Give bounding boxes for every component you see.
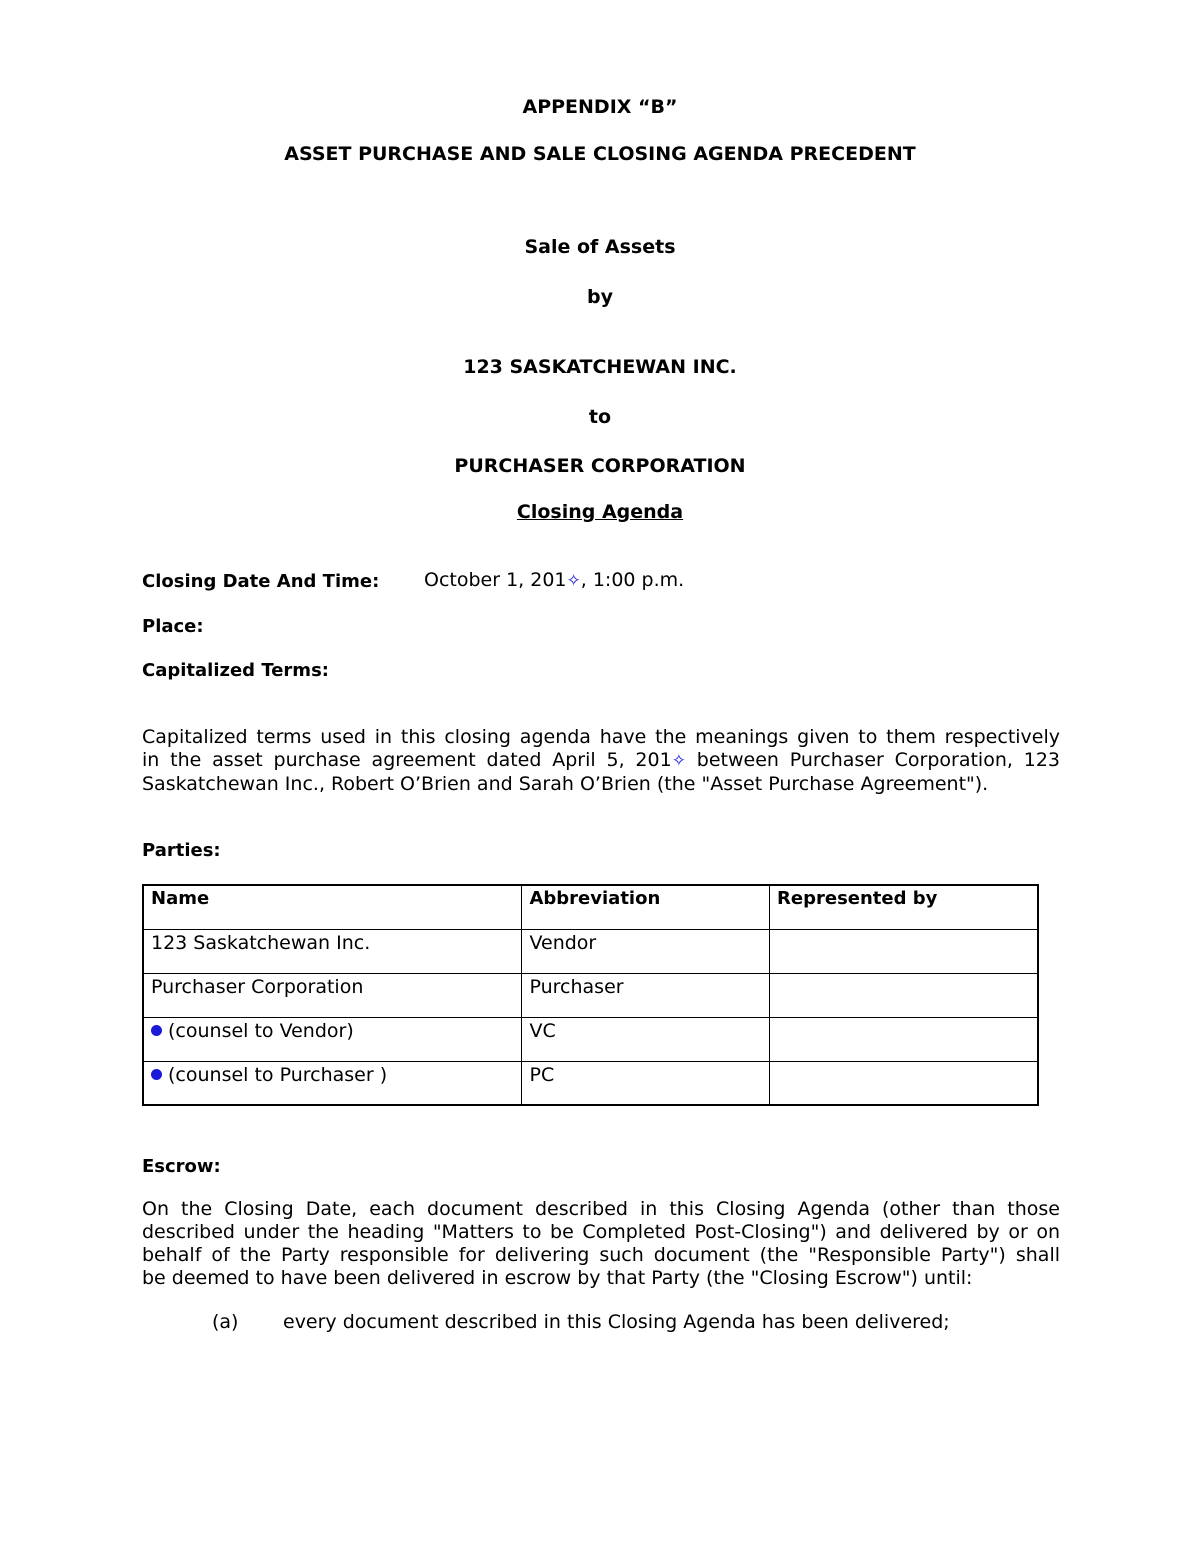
paragraph-line [142,749,1060,773]
appendix-heading: APPENDIX “B” [522,96,678,118]
parties-label: Parties: [142,840,221,861]
paragraph-line: described under the heading "Matters to be Completed Post-Closing") and delivered by or on [142,1221,1060,1243]
closing-date-label: Closing Date And Time: [142,571,380,592]
party-abbreviation-cell: PC [522,1061,770,1105]
party-represented-cell [770,973,1038,1017]
capitalized-terms-paragraph [142,726,1060,796]
placeholder-mark-icon: ✧ [566,571,581,591]
bullet-placeholder-icon [151,1025,162,1036]
table-row [143,1061,1038,1105]
purchaser-name: PURCHASER CORPORATION [454,455,746,477]
table-row [143,973,1038,1017]
party-abbreviation-cell: Purchaser [522,973,770,1017]
closing-agenda-heading: Closing Agenda [516,501,684,523]
closing-date-prefix: October 1, 201 [424,569,567,591]
party-name-text: (counsel to Vendor) [168,1019,354,1042]
list-item-text: every document described in this Closing Agenda has been delivered; [283,1311,950,1333]
party-represented-cell [770,1017,1038,1061]
escrow-paragraph [142,1198,1060,1290]
table-row [143,1017,1038,1061]
party-abbreviation-cell: Vendor [522,929,770,973]
to-text: to [588,406,612,428]
paragraph-line: be deemed to have been delivered in escrow by that Party (the "Closing Escrow") until: [142,1267,973,1289]
bullet-placeholder-icon [151,1069,162,1080]
column-header-represented-by: Represented by [770,885,1038,929]
document-title: ASSET PURCHASE AND SALE CLOSING AGENDA PRECEDENT [284,143,916,165]
table-row [143,929,1038,973]
column-header-name: Name [143,885,522,929]
closing-date-value [424,569,684,591]
closing-date-suffix: , 1:00 p.m. [580,569,685,591]
placeholder-mark-icon: ✧ [671,751,686,771]
capitalized-terms-label: Capitalized Terms: [142,660,329,681]
column-header-abbreviation: Abbreviation [522,885,770,929]
party-name-cell: Purchaser Corporation [143,973,522,1017]
escrow-label: Escrow: [142,1156,221,1177]
paragraph-line: behalf of the Party responsible for delivering such document (the "Responsible Party") shall [142,1244,1060,1266]
paragraph-line: Capitalized terms used in this closing agenda have the meanings given to them respectively [142,726,1060,748]
party-represented-cell [770,929,1038,973]
party-abbreviation-cell: VC [522,1017,770,1061]
place-label: Place: [142,616,204,637]
table-header-row [143,885,1038,929]
party-name-text: (counsel to Purchaser ) [168,1063,388,1086]
paragraph-line-part: between Purchaser Corporation, 123 [685,749,1060,771]
party-represented-cell [770,1061,1038,1105]
parties-table [142,884,1039,1106]
by-text: by [587,286,613,308]
paragraph-line: Saskatchewan Inc., Robert O’Brien and Sarah O’Brien (the "Asset Purchase Agreement"). [142,773,989,795]
vendor-name: 123 SASKATCHEWAN INC. [463,356,737,378]
paragraph-line: On the Closing Date, each document described in this Closing Agenda (other than those [142,1198,1060,1220]
party-name-cell [143,1061,522,1105]
party-name-cell [143,1017,522,1061]
party-name-cell: 123 Saskatchewan Inc. [143,929,522,973]
sale-of-assets-heading: Sale of Assets [524,236,676,258]
paragraph-line-part: in the asset purchase agreement dated April 5, 201 [142,749,672,771]
list-item-marker: (a) [212,1311,239,1333]
